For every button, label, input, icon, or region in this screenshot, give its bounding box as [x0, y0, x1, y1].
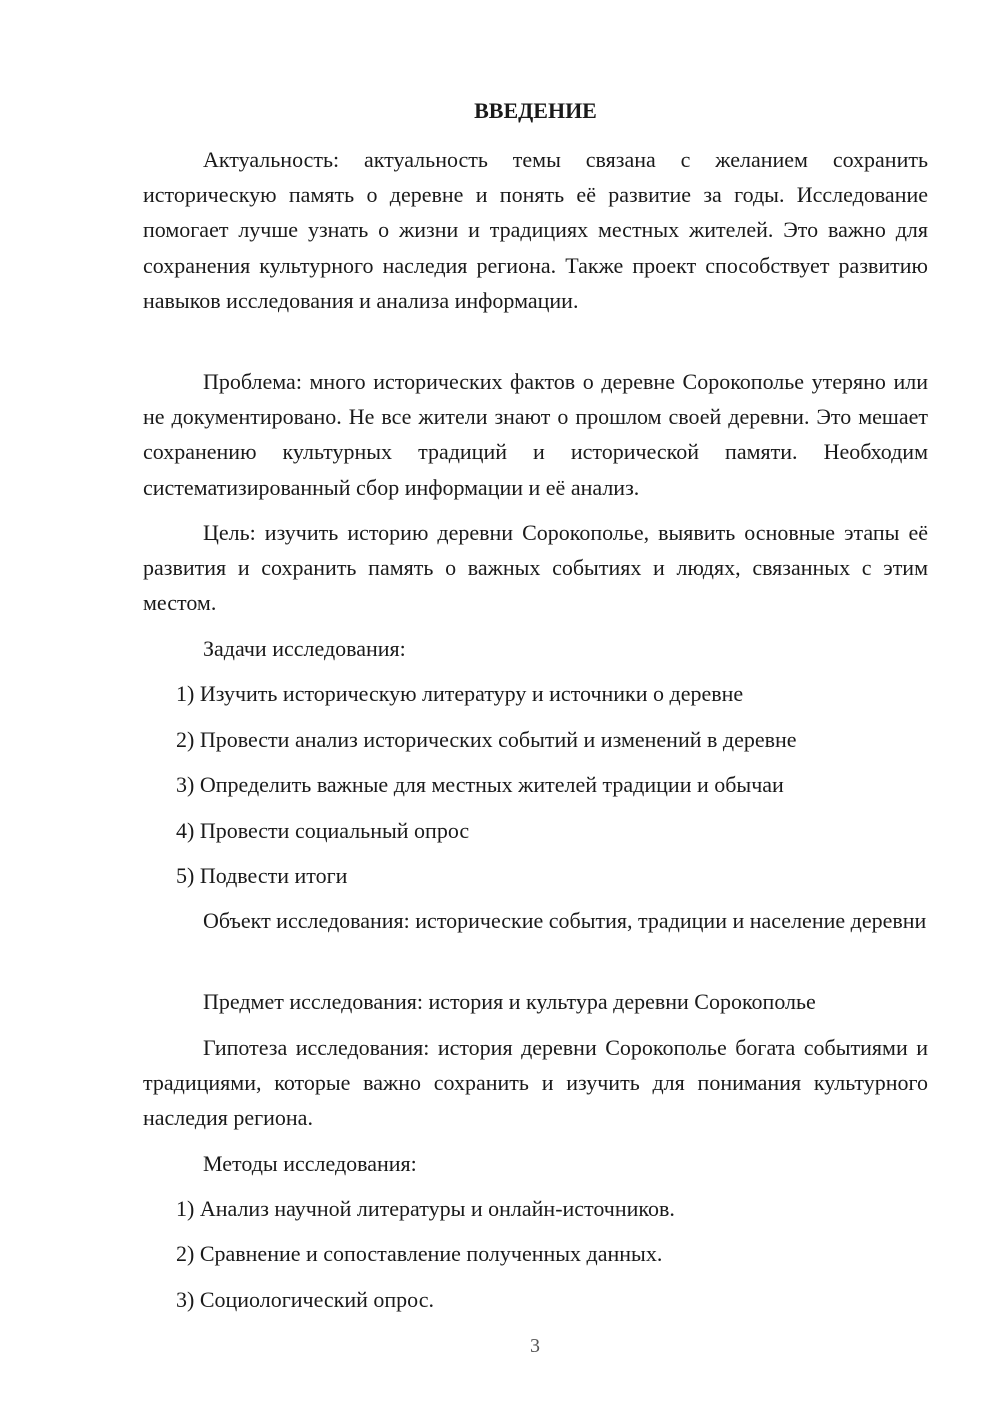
goal-paragraph: Цель: изучить историю деревни Сорокополье, выявить основные этапы её развития и сохранить память о важных событиях и людях, связанных с этим местом. — [143, 520, 928, 616]
page-number: 3 — [530, 1335, 540, 1357]
task-item: 5) Подвести итоги — [176, 863, 348, 888]
section-heading: ВВЕДЕНИЕ — [474, 98, 597, 123]
task-item: 2) Провести анализ исторических событий и изменений в деревне — [176, 727, 797, 752]
task-item: 4) Провести социальный опрос — [176, 818, 470, 843]
task-item: 1) Изучить историческую литературу и источники о деревне — [176, 681, 744, 706]
relevance-paragraph: Актуальность: актуальность темы связана с желанием сохранить историческую память о деревне и понять её развитие за годы. Исследование помогает лучше узнать о жизни и традициях местных жителей. Это важно для сохранения культурного наследия региона. Также проект способствует развитию навыков исследования и анализа информации. — [143, 147, 928, 313]
object-paragraph: Объект исследования: исторические события, традиции и население деревни — [203, 908, 927, 933]
method-item: 2) Сравнение и сопоставление полученных данных. — [176, 1241, 663, 1266]
method-item: 1) Анализ научной литературы и онлайн-источников. — [176, 1196, 675, 1221]
hypothesis-paragraph: Гипотеза исследования: история деревни Сорокополье богата событиями и традициями, которые важно сохранить и изучить для понимания культурного наследия региона. — [143, 1035, 928, 1131]
task-item: 3) Определить важные для местных жителей традиции и обычаи — [176, 772, 784, 797]
problem-paragraph: Проблема: много исторических фактов о деревне Сорокополье утеряно или не документировано. Не все жители знают о прошлом своей деревни. Это мешает сохранению культурных традиций и исторической памяти. Необходим систематизированный сбор информации и её анализ. — [143, 369, 928, 500]
tasks-title: Задачи исследования: — [203, 636, 406, 661]
subject-paragraph: Предмет исследования: история и культура деревни Сорокополье — [203, 989, 816, 1014]
method-item: 3) Социологический опрос. — [176, 1287, 434, 1312]
methods-title: Методы исследования: — [203, 1151, 417, 1176]
